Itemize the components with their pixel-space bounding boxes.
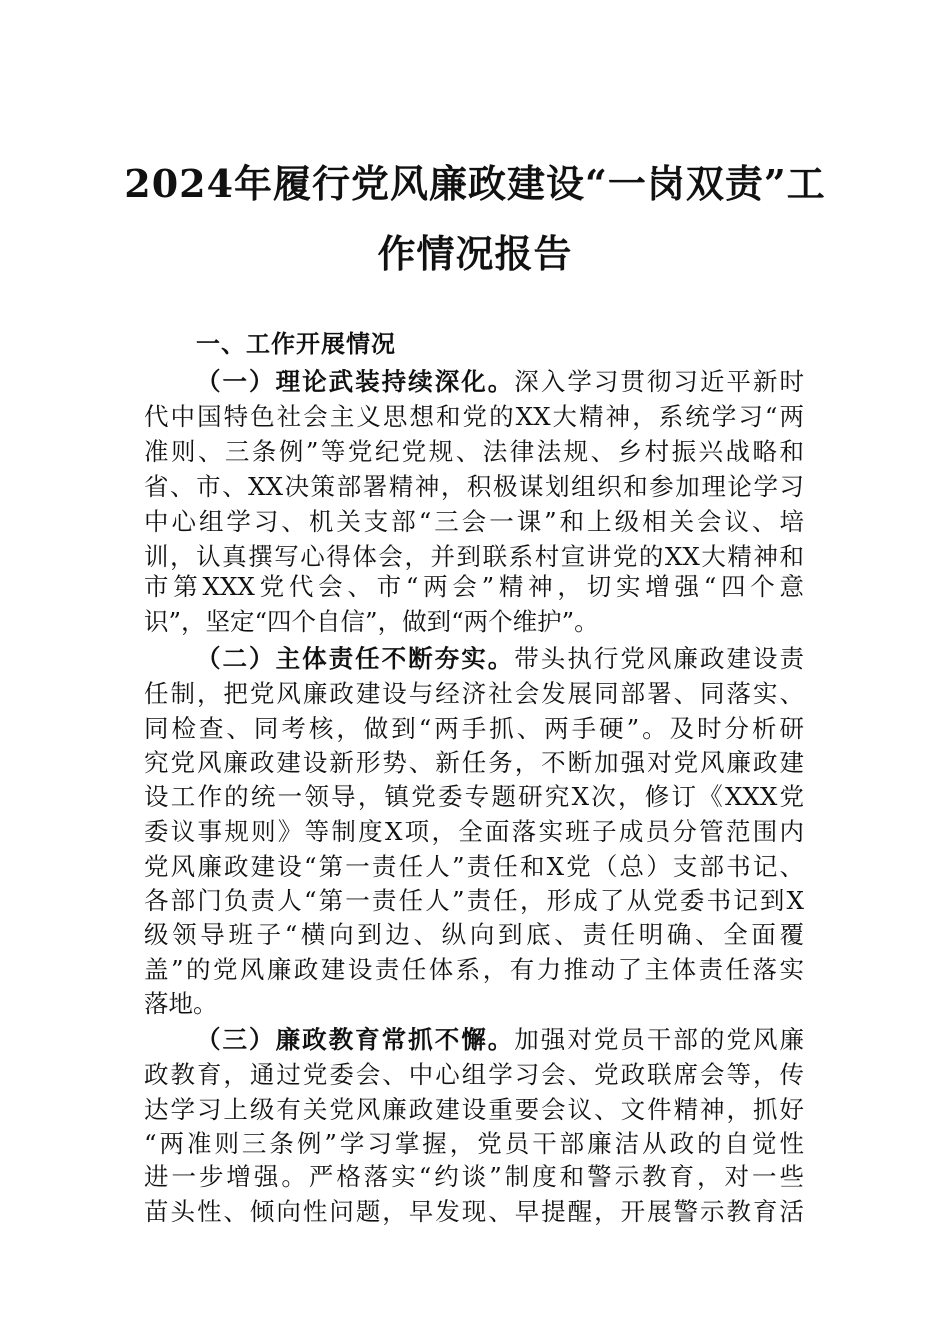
paragraph-2-line: 落地。 (144, 989, 218, 1018)
paragraph-3-line: 达学习上级有关党风廉政建设重要会议、文件精神，抓好 (144, 1095, 804, 1124)
paragraph-2-line: 设工作的统一领导，镇党委专题研究X次，修订《XXX党 (144, 782, 804, 811)
paragraph-2-line: 同检查、同考核，做到“两手抓、两手硬”。及时分析研 (144, 714, 804, 743)
paragraph-3-lead: （三）廉政教育常抓不懈。 (196, 1025, 515, 1054)
paragraph-1-line: 识”，坚定“四个自信”，做到“两个维护”。 (144, 607, 599, 636)
document-title-line-2: 作情况报告 (377, 231, 573, 276)
paragraph-2-line: 各部门负责人“第一责任人”责任，形成了从党委书记到X (144, 886, 804, 915)
paragraph-3-line: “两准则三条例”学习掌握，党员干部廉洁从政的自觉性 (144, 1129, 804, 1158)
paragraph-3-line: 政教育，通过党委会、中心组学习会、党政联席会等，传 (144, 1060, 804, 1089)
paragraph-3-line-1: （三）廉政教育常抓不懈。加强对党员干部的党风廉 (196, 1025, 804, 1054)
document-title-line-1: 2024年履行党风廉政建设“一岗双责”工 (124, 161, 826, 206)
paragraph-2-line: 委议事规则》等制度X项，全面落实班子成员分管范围内 (144, 817, 804, 846)
paragraph-1-line: 省、市、XX决策部署精神，积极谋划组织和参加理论学习 (144, 472, 804, 501)
paragraph-2-line: 党风廉政建设“第一责任人”责任和X党（总）支部书记、 (144, 852, 804, 881)
paragraph-1-lead: （一）理论武装持续深化。 (196, 367, 515, 396)
paragraph-3-line: 苗头性、倾向性问题，早发现、早提醒，开展警示教育活 (144, 1197, 804, 1226)
paragraph-1-line: 代中国特色社会主义思想和党的XX大精神，系统学习“两 (144, 402, 804, 431)
paragraph-2-line: 究党风廉政建设新形势、新任务，不断加强对党风廉政建 (144, 748, 804, 777)
paragraph-1-line: 训，认真撰写心得体会，并到联系村宣讲党的XX大精神和 (144, 542, 804, 571)
paragraph-2-line: 级领导班子“横向到边、纵向到底、责任明确、全面覆 (144, 920, 804, 949)
paragraph-2-lead: （二）主体责任不断夯实。 (196, 644, 515, 673)
paragraph-3-line: 进一步增强。严格落实“约谈”制度和警示教育，对一些 (144, 1162, 804, 1191)
paragraph-1-line: 准则、三条例”等党纪党规、法律法规、乡村振兴战略和 (144, 437, 804, 466)
section-heading: 一、工作开展情况 (196, 330, 396, 358)
paragraph-2-line: 任制，把党风廉政建设与经济社会发展同部署、同落实、 (144, 679, 804, 708)
paragraph-2-line-1: （二）主体责任不断夯实。带头执行党风廉政建设责 (196, 644, 804, 673)
paragraph-1-line: 中心组学习、机关支部“三会一课”和上级相关会议、培 (144, 507, 804, 536)
paragraph-1-line-1: （一）理论武装持续深化。深入学习贯彻习近平新时 (196, 367, 804, 396)
paragraph-1-line: 市第XXX党代会、市“两会”精神，切实增强“四个意 (144, 572, 804, 601)
paragraph-2-line: 盖”的党风廉政建设责任体系，有力推动了主体责任落实 (144, 955, 804, 984)
